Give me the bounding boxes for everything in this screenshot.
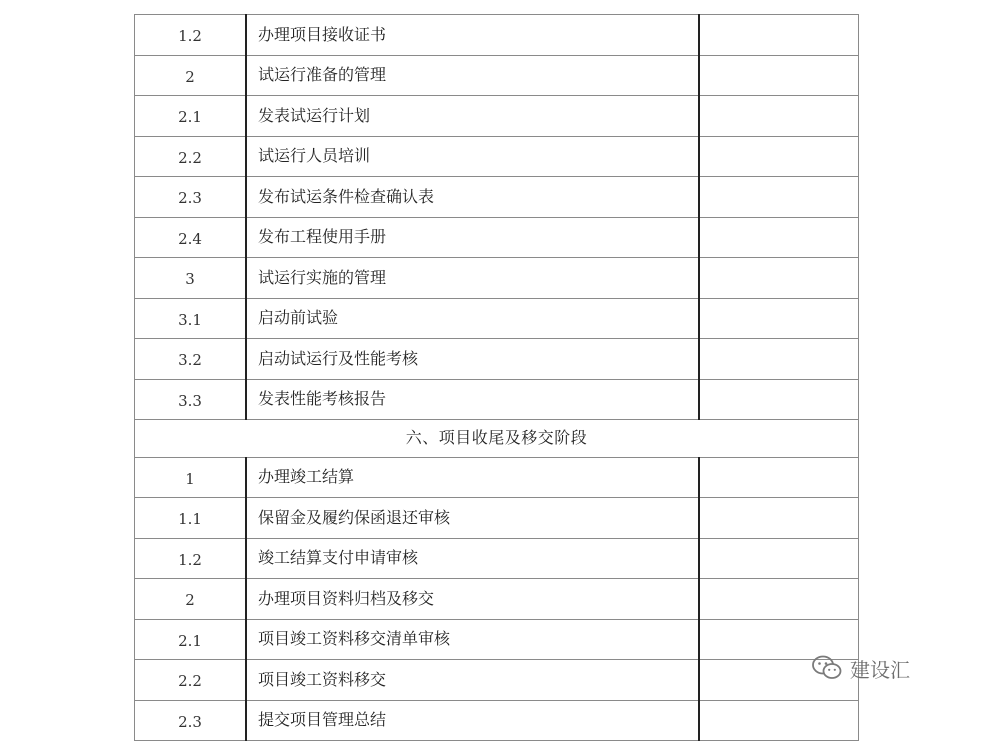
row-task: 发表试运行计划: [246, 96, 699, 137]
row-number: 1: [135, 457, 247, 498]
row-number: 1.2: [135, 15, 247, 56]
table-row: [135, 339, 859, 380]
table-row: [135, 700, 859, 741]
row-number: 1.1: [135, 498, 247, 539]
watermark: [812, 650, 910, 686]
row-note: [699, 15, 859, 56]
row-note: [699, 457, 859, 498]
watermark-text: 建设汇: [850, 657, 910, 682]
table-row: [135, 258, 859, 299]
row-note: [699, 136, 859, 177]
row-task: 试运行准备的管理: [246, 55, 699, 96]
table-row: [135, 457, 859, 498]
row-task: 启动试运行及性能考核: [246, 339, 699, 380]
row-number: 3.3: [135, 379, 247, 420]
table-row: [135, 136, 859, 177]
row-note: [699, 700, 859, 741]
table-row: [135, 579, 859, 620]
table-row: [135, 660, 859, 701]
row-number: 3: [135, 258, 247, 299]
row-note: [699, 298, 859, 339]
row-note: [699, 339, 859, 380]
table-row: [135, 298, 859, 339]
row-task: 项目竣工资料移交清单审核: [246, 619, 699, 660]
row-task: 启动前试验: [246, 298, 699, 339]
row-number: 2: [135, 55, 247, 96]
row-task: 发布试运条件检查确认表: [246, 177, 699, 218]
row-task: 竣工结算支付申请审核: [246, 538, 699, 579]
row-number: 2.1: [135, 619, 247, 660]
table-row: [135, 538, 859, 579]
row-note: [699, 217, 859, 258]
row-note: [699, 96, 859, 137]
row-number: 2.2: [135, 136, 247, 177]
row-number: 2.3: [135, 700, 247, 741]
row-note: [699, 538, 859, 579]
row-note: [699, 498, 859, 539]
table-row: [135, 96, 859, 137]
row-number: 2.2: [135, 660, 247, 701]
table-row: [135, 498, 859, 539]
row-number: 2: [135, 579, 247, 620]
row-task: 项目竣工资料移交: [246, 660, 699, 701]
row-task: 办理项目接收证书: [246, 15, 699, 56]
row-task: 发布工程使用手册: [246, 217, 699, 258]
table-row: [135, 217, 859, 258]
wechat-icon: [812, 655, 842, 681]
row-task: 办理项目资料归档及移交: [246, 579, 699, 620]
task-table: [134, 14, 859, 741]
section-title: 六、项目收尾及移交阶段: [135, 420, 859, 458]
document-table-wrapper: [134, 14, 845, 741]
table-row: [135, 379, 859, 420]
row-number: 1.2: [135, 538, 247, 579]
row-task: 办理竣工结算: [246, 457, 699, 498]
row-task: 保留金及履约保函退还审核: [246, 498, 699, 539]
row-note: [699, 579, 859, 620]
row-number: 3.2: [135, 339, 247, 380]
table-row: [135, 177, 859, 218]
row-task: 试运行实施的管理: [246, 258, 699, 299]
row-number: 2.3: [135, 177, 247, 218]
row-task: 试运行人员培训: [246, 136, 699, 177]
row-note: [699, 55, 859, 96]
row-number: 2.4: [135, 217, 247, 258]
row-note: [699, 258, 859, 299]
table-row: [135, 15, 859, 56]
section-row: [135, 420, 859, 458]
row-note: [699, 177, 859, 218]
row-task: 提交项目管理总结: [246, 700, 699, 741]
row-number: 3.1: [135, 298, 247, 339]
table-row: [135, 55, 859, 96]
row-note: [699, 379, 859, 420]
row-number: 2.1: [135, 96, 247, 137]
task-table-body: [135, 15, 859, 741]
table-row: [135, 619, 859, 660]
row-task: 发表性能考核报告: [246, 379, 699, 420]
